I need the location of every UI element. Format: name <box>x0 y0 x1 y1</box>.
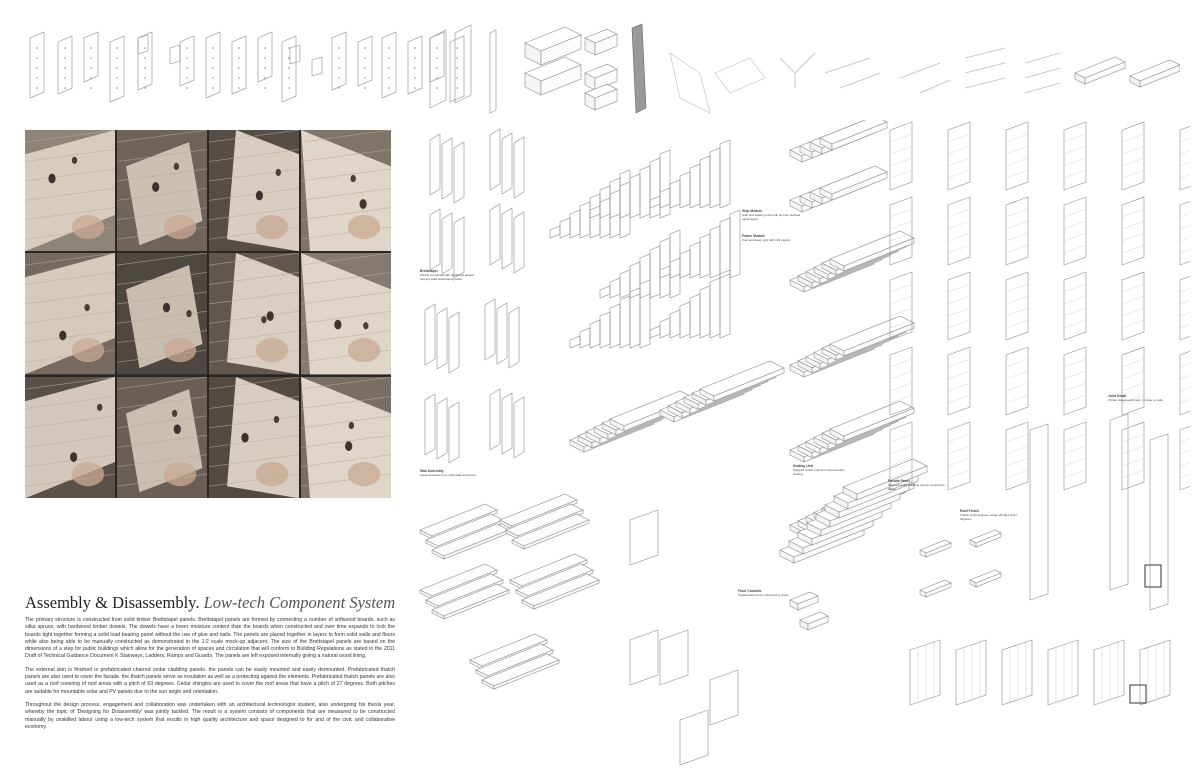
annotation-note: Joint Detail Timber dowels and pegs, no glue or nails. <box>1108 394 1164 402</box>
mockup-photo <box>209 377 299 498</box>
component-drawings <box>20 18 1180 118</box>
annotation-note: Wall Assembly Layered panels form solid walls and floors. <box>420 469 477 477</box>
annotation-note: Floor Cassette Prefabricated floor units fixed to posts. <box>738 589 790 597</box>
annotation-note: Roof Finish Thatch at 63 degrees, cedar shingles at 27 degrees. <box>960 509 1017 521</box>
mockup-photo <box>25 377 115 498</box>
mockup-photo <box>301 377 391 498</box>
description-block <box>25 593 395 737</box>
component-strip <box>20 18 1180 118</box>
annotation-note: Seating Unit Stepped timber units form tiered public seating. <box>793 464 845 476</box>
mockup-photo <box>301 130 391 251</box>
mockup-photo <box>209 253 299 374</box>
mockup-photo <box>25 130 115 251</box>
paragraph-collaboration: Throughout the design process, engagement and collaboration was undertaken with an architectural technologist student, also undergoing his thesis year, whereby the topic of 'Designing for Disassembly' was jointly tackled. The result is a system consists of components that are measured to be constructed manually by unskilled labour using a low-tech system that results in high quality architecture and space designed to for and of the civic and collaborative economy. <box>25 701 395 730</box>
diagram-set <box>420 120 1190 765</box>
strip-components <box>30 24 1180 113</box>
mockup-photo <box>301 253 391 374</box>
page-title <box>25 593 395 613</box>
mockup-photo <box>117 377 207 498</box>
title-subtitle: Low-tech Component System <box>203 593 396 612</box>
title-main: Assembly & Disassembly. <box>25 593 200 612</box>
annotation-note: Brettstapel Panels connected with hardwood dowels forming solid load bearing walls. <box>420 269 475 281</box>
annotation-note: Step Module Stair and seating units built up from stacked panel layers. <box>742 209 801 221</box>
mockup-photo-grid <box>25 130 391 498</box>
annotation-note: Facade Panel Charred cedar cladding panels mounted to frame. <box>888 479 945 491</box>
annotation-note: Frame Module Post and beam grid with infill panels. <box>742 234 791 242</box>
mockup-photo <box>117 130 207 251</box>
mockup-photo <box>209 130 299 251</box>
mockup-photo <box>25 253 115 374</box>
paragraph-structure: The primary structure is constructed from solid timber Brettstapel panels. Brettstapel panels are formed by connecting a number of softwood boards, such as sitka spruce, with hardwood timber dowels. The dowels have a lower moisture content than the boards when constructed and over time expands to lock the boards tight together forming a solid load bearing panel without the use of glue and nails. The panels are placed together in layers to form solid walls and floors while also being able to be manually constructed as demonstrated in the 1:2 scale mock-up adjacent. The size of the Brettstapel panels are based on the dimensions of a step for public buildings which allow for the generation of spaces and circulation that will conform to Building Regulations as stated in the 2011 Draft of Technical Guidance Document K Stairways, Ladders, Ramps and Guards. The panels are left exposed internally giving a natural wood lining. <box>25 617 395 660</box>
mockup-photo <box>117 253 207 374</box>
paragraph-external-skin: The external skin is finished in prefabricated charred cedar cladding panels. the panels can be easily mounted and easily demounted. Prefabricated thatch panels are also used to cover the facade. the thatch panels serve as insulation as well as a protecting against the elements. Prefabricated thatch panels are also used as a roof covering of roof areas with a pitch of 63 degrees. Cedar shingles are used to cover the roof areas that have a pitch of 27 degrees. Both pitches are suitable for mountable solar and PV panels due to the sun angle and orientation. <box>25 666 395 695</box>
